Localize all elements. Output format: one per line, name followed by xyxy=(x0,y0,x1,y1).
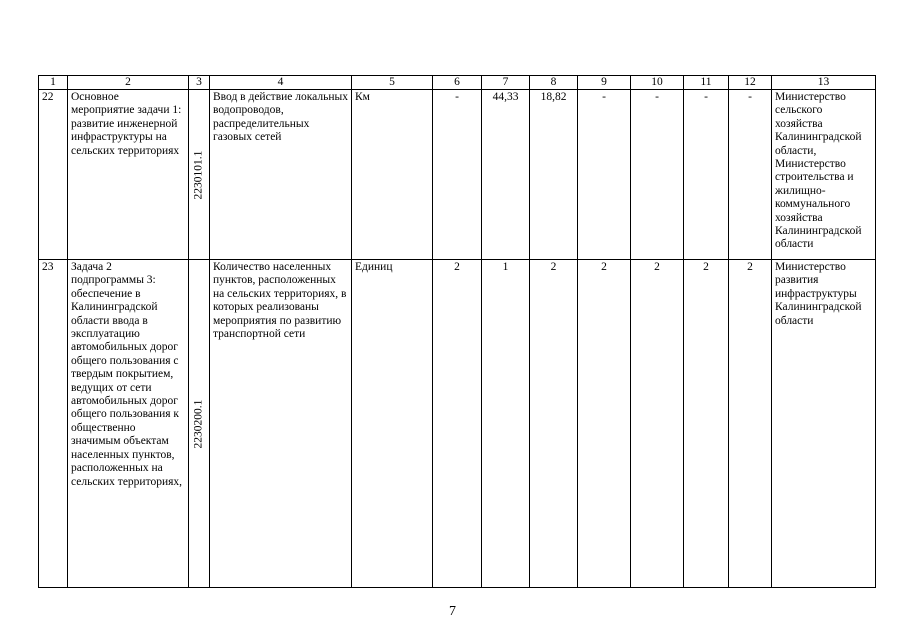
value-col-11: 2 xyxy=(684,260,729,588)
header-cell-1: 1 xyxy=(39,76,68,90)
code-text: 2230200.1 xyxy=(192,399,205,448)
header-cell-5: 5 xyxy=(352,76,433,90)
table-row xyxy=(39,90,876,260)
measure-name: Задача 2 подпрограммы 3: обеспечение в Калининградской области ввода в эксплуатацию автомобильных дорог общего пользования с твердым покрытием, ведущих от сети автомобильных дорог общего пользования к общественно значимым объектам населенных пунктов, расположенных на сельских территориях, xyxy=(68,260,189,588)
measure-name: Основное мероприятие задачи 1: развитие инженерной инфраструктуры на сельских территориях xyxy=(68,90,189,260)
unit: Км xyxy=(352,90,433,260)
value-col-8: 2 xyxy=(530,260,578,588)
value-col-9: - xyxy=(578,90,631,260)
value-col-12: 2 xyxy=(729,260,772,588)
header-cell-6: 6 xyxy=(433,76,482,90)
unit: Единиц xyxy=(352,260,433,588)
value-col-7: 44,33 xyxy=(482,90,530,260)
responsible-org: Министерство сельского хозяйства Калининградской области, Министерство строительства и жилищно-коммунального хозяйства Калининградской области xyxy=(772,90,876,260)
row-number: 23 xyxy=(39,260,68,588)
value-col-12: - xyxy=(729,90,772,260)
code-text: 2230101.1 xyxy=(192,150,205,199)
header-cell-4: 4 xyxy=(210,76,352,90)
value-col-6: - xyxy=(433,90,482,260)
header-cell-8: 8 xyxy=(530,76,578,90)
code-cell xyxy=(189,260,210,588)
header-cell-7: 7 xyxy=(482,76,530,90)
indicator-name: Ввод в действие локальных водопроводов, распределительных газовых сетей xyxy=(210,90,352,260)
row-number: 22 xyxy=(39,90,68,260)
responsible-org: Министерство развития инфраструктуры Калининградской области xyxy=(772,260,876,588)
header-cell-10: 10 xyxy=(631,76,684,90)
value-col-7: 1 xyxy=(482,260,530,588)
header-cell-2: 2 xyxy=(68,76,189,90)
header-cell-13: 13 xyxy=(772,76,876,90)
page-number: 7 xyxy=(449,604,456,619)
header-cell-12: 12 xyxy=(729,76,772,90)
header-cell-3: 3 xyxy=(189,76,210,90)
code-cell xyxy=(189,90,210,260)
header-cell-11: 11 xyxy=(684,76,729,90)
header-cell-9: 9 xyxy=(578,76,631,90)
indicator-table xyxy=(38,75,876,588)
value-col-6: 2 xyxy=(433,260,482,588)
value-col-11: - xyxy=(684,90,729,260)
value-col-8: 18,82 xyxy=(530,90,578,260)
value-col-10: - xyxy=(631,90,684,260)
value-col-10: 2 xyxy=(631,260,684,588)
header-row xyxy=(39,76,876,90)
indicator-name: Количество населенных пунктов, расположенных на сельских территориях, в которых реализованы мероприятия по развитию транспортной сети xyxy=(210,260,352,588)
value-col-9: 2 xyxy=(578,260,631,588)
table-row xyxy=(39,260,876,588)
